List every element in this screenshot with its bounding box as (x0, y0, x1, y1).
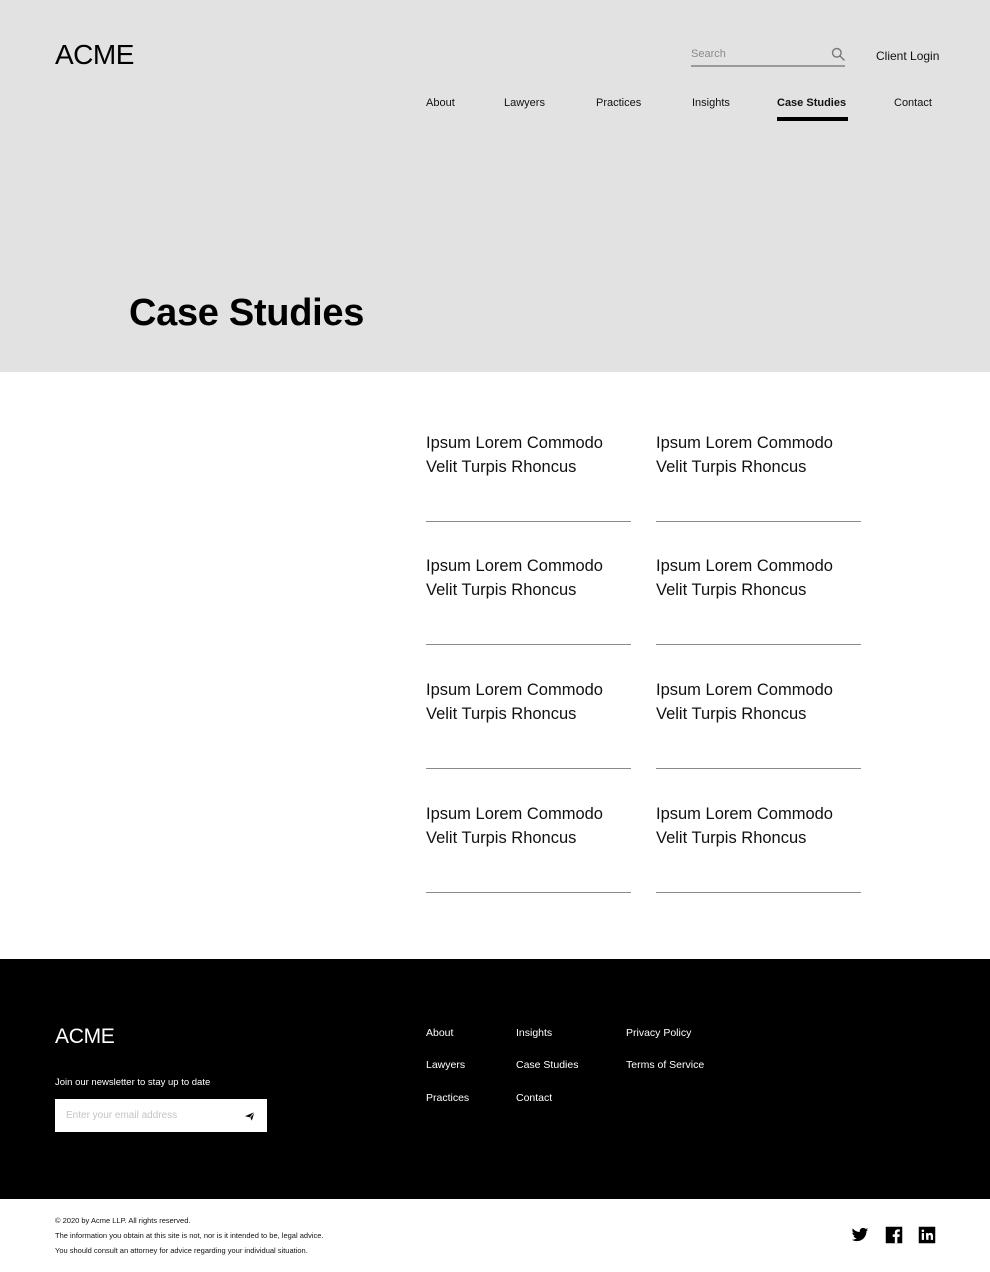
case-card[interactable] (426, 555, 631, 645)
footer-logo[interactable]: ACME (55, 1025, 115, 1048)
case-card[interactable] (656, 803, 861, 893)
footer-link-practices[interactable]: Practices (426, 1092, 470, 1104)
footer-link-about[interactable]: About (426, 1027, 454, 1039)
case-title: Ipsum Lorem Commodo Velit Turpis Rhoncus (426, 805, 603, 847)
case-title: Ipsum Lorem Commodo Velit Turpis Rhoncus (656, 434, 833, 476)
newsletter-form (55, 1099, 267, 1132)
nav-item-lawyers[interactable]: Lawyers (504, 97, 545, 109)
search-icon[interactable] (831, 47, 845, 61)
disclaimer-line-2: You should consult an attorney for advice regarding your individual situation. (55, 1246, 308, 1255)
twitter-icon[interactable] (851, 1226, 869, 1244)
case-card[interactable] (426, 803, 631, 893)
send-icon[interactable] (242, 1108, 258, 1124)
nav-item-practices[interactable]: Practices (596, 97, 642, 109)
nav-active-indicator (777, 117, 848, 121)
footer-link-lawyers[interactable]: Lawyers (426, 1059, 466, 1071)
case-card[interactable] (426, 432, 631, 522)
case-title: Ipsum Lorem Commodo Velit Turpis Rhoncus (426, 434, 603, 476)
case-card[interactable] (656, 555, 861, 645)
hero-section (0, 0, 990, 372)
footer-link-privacy-policy[interactable]: Privacy Policy (626, 1027, 692, 1039)
search-bar (691, 44, 845, 67)
nav-item-about[interactable]: About (426, 97, 455, 109)
case-card[interactable] (656, 432, 861, 522)
nav-item-contact[interactable]: Contact (894, 97, 932, 109)
case-card[interactable] (426, 679, 631, 769)
footer-link-terms-of-service[interactable]: Terms of Service (626, 1059, 705, 1071)
page-title: Case Studies (129, 292, 365, 334)
copyright-text: © 2020 by Acme LLP. All rights reserved. (55, 1216, 191, 1225)
case-title: Ipsum Lorem Commodo Velit Turpis Rhoncus (656, 681, 833, 723)
search-input[interactable] (691, 44, 821, 64)
case-card[interactable] (656, 679, 861, 769)
case-title: Ipsum Lorem Commodo Velit Turpis Rhoncus (426, 557, 603, 599)
nav-item-case-studies[interactable]: Case Studies (777, 97, 847, 109)
nav-item-insights[interactable]: Insights (692, 97, 730, 109)
site-footer (0, 959, 990, 1199)
linkedin-icon[interactable] (918, 1226, 936, 1244)
newsletter-label: Join our newsletter to stay up to date (55, 1077, 211, 1088)
footer-link-insights[interactable]: Insights (516, 1027, 553, 1039)
facebook-icon[interactable] (885, 1226, 903, 1244)
client-login-link[interactable]: Client Login (876, 49, 940, 63)
newsletter-email-input[interactable] (66, 1107, 236, 1124)
case-title: Ipsum Lorem Commodo Velit Turpis Rhoncus (656, 805, 833, 847)
footer-link-contact[interactable]: Contact (516, 1092, 553, 1104)
disclaimer-line-1: The information you obtain at this site is not, nor is it intended to be, legal advice. (55, 1231, 324, 1240)
site-logo[interactable]: ACME (55, 39, 134, 70)
case-title: Ipsum Lorem Commodo Velit Turpis Rhoncus (656, 557, 833, 599)
footer-link-case-studies[interactable]: Case Studies (516, 1059, 579, 1071)
case-title: Ipsum Lorem Commodo Velit Turpis Rhoncus (426, 681, 603, 723)
